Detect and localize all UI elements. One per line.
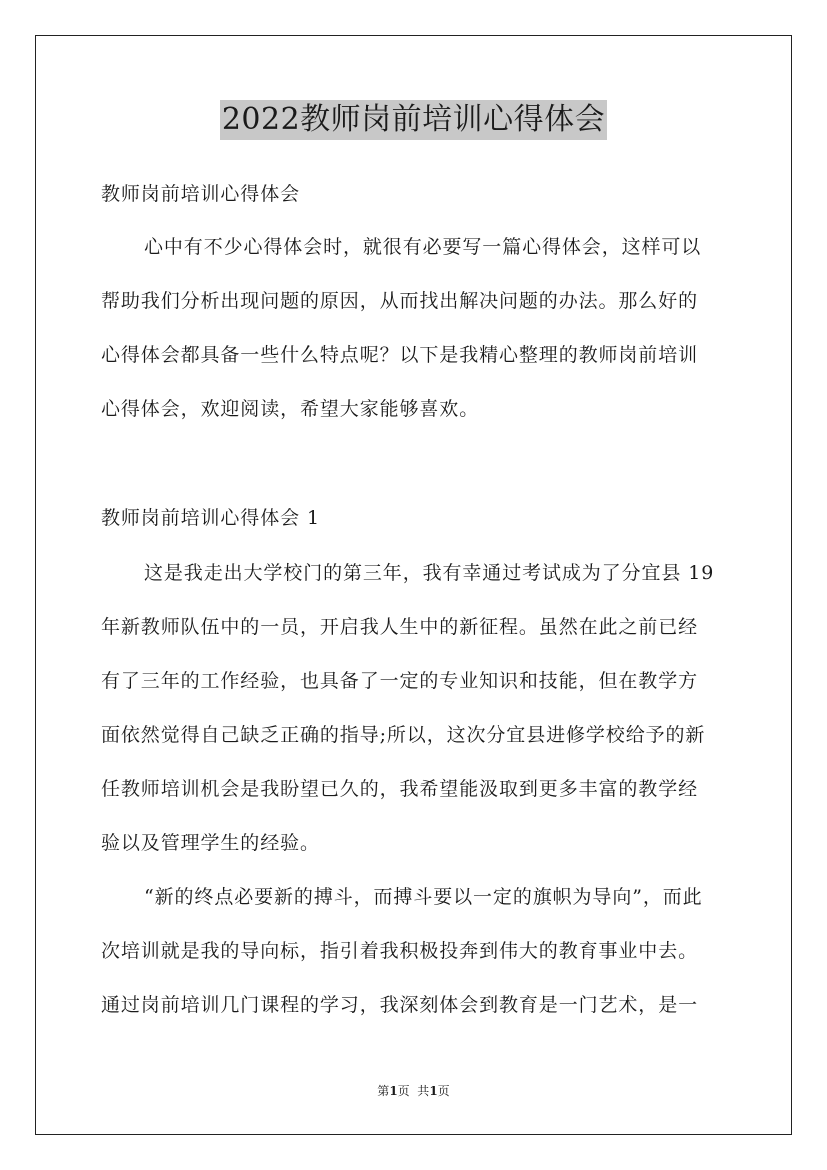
paragraph-line: 心得体会都具备一些什么特点呢？以下是我精心整理的教师岗前培训 (101, 344, 699, 366)
footer-mid: 页 共 (397, 1084, 430, 1098)
section-heading: 教师岗前培训心得体会 1 (101, 507, 320, 529)
paragraph-line: 有了三年的工作经验，也具备了一定的专业知识和技能，但在教学方 (101, 670, 699, 692)
current-page-number: 1 (389, 1084, 398, 1098)
paragraph-line: 通过岗前培训几门课程的学习，我深刻体会到教育是一门艺术，是一 (101, 994, 699, 1016)
paragraph-line: 验以及管理学生的经验。 (101, 832, 320, 854)
page-footer (0, 1083, 827, 1099)
paragraph-line: 次培训就是我的导向标，指引着我积极投奔到伟大的教育事业中去。 (101, 940, 699, 962)
footer-suffix: 页 (437, 1084, 450, 1098)
paragraph-line: 帮助我们分析出现问题的原因，从而找出解决问题的办法。那么好的 (101, 290, 699, 312)
paragraph-line: 心中有不少心得体会时，就很有必要写一篇心得体会，这样可以 (144, 236, 702, 258)
footer-prefix: 第 (377, 1084, 390, 1098)
total-page-number: 1 (429, 1084, 438, 1098)
paragraph-line: 年新教师队伍中的一员，开启我人生中的新征程。虽然在此之前已经 (101, 616, 699, 638)
paragraph-line: 这是我走出大学校门的第三年，我有幸通过考试成为了分宜县 19 (144, 562, 715, 584)
paragraph-line: 任教师培训机会是我盼望已久的，我希望能汲取到更多丰富的教学经 (101, 778, 699, 800)
paragraph-line: 心得体会，欢迎阅读，希望大家能够喜欢。 (101, 398, 480, 420)
paragraph-line: 面依然觉得自己缺乏正确的指导;所以，这次分宜县进修学校给予的新 (101, 724, 706, 746)
paragraph-line: “新的终点必要新的搏斗，而搏斗要以一定的旗帜为导向”，而此 (144, 886, 703, 908)
subtitle: 教师岗前培训心得体会 (101, 183, 301, 205)
document-title: 2022教师岗前培训心得体会 (220, 100, 607, 140)
